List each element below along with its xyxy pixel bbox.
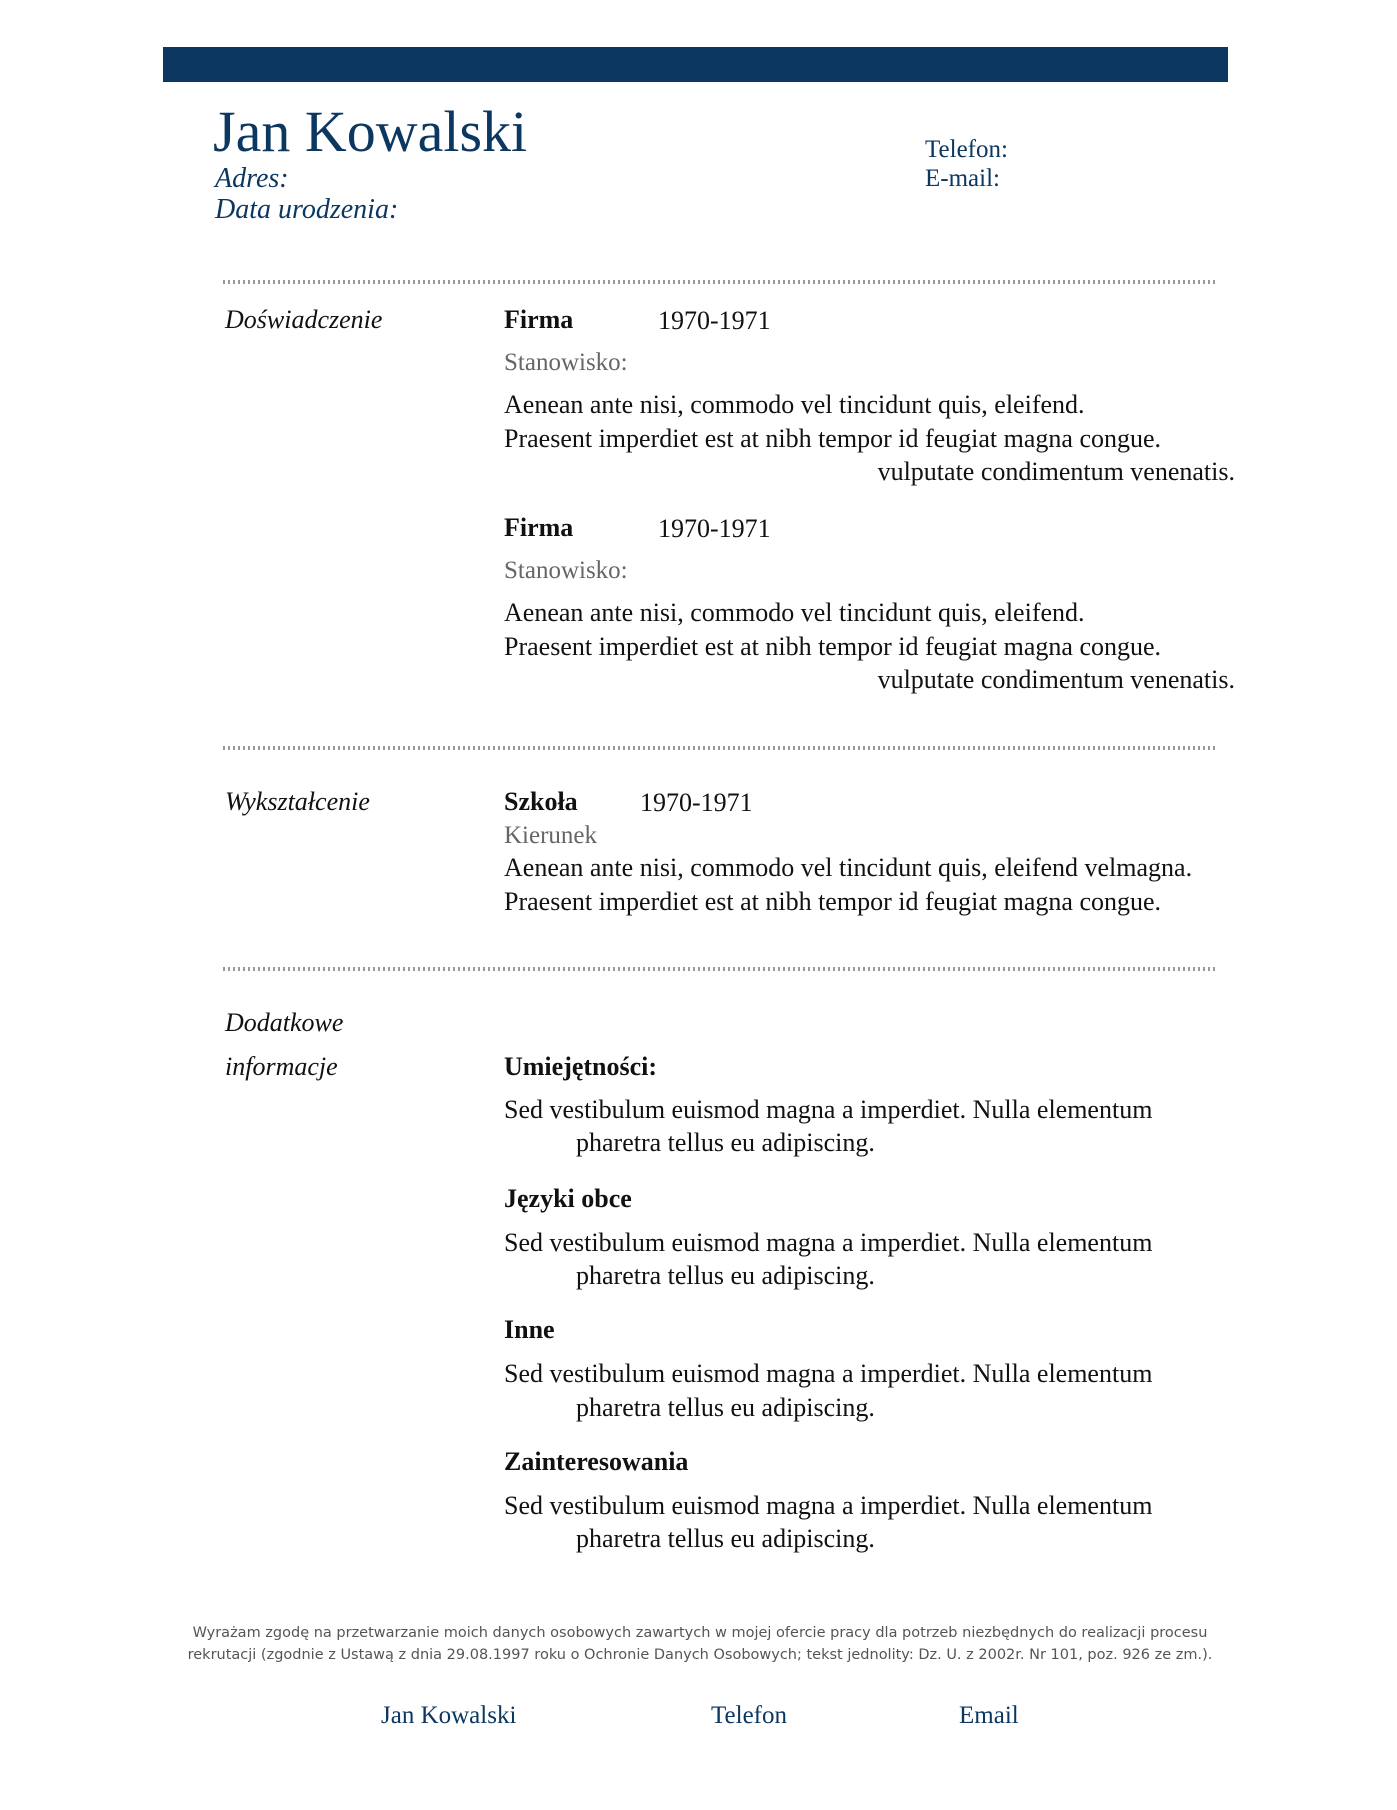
- other-title: Inne: [504, 1315, 555, 1344]
- job-description-line: Aenean ante nisi, commodo vel tincidunt quis, eleifend.: [504, 598, 1085, 627]
- job-description-line: vulputate condimentum venenatis.: [877, 665, 1235, 694]
- job-position: Stanowisko:: [504, 349, 628, 376]
- job-description-line: Praesent imperdiet est at nibh tempor id feugiat magna congue.: [504, 424, 1162, 453]
- address-label: Adres:: [215, 163, 289, 194]
- signature-name: Jan Kowalski: [381, 1702, 517, 1729]
- company-name: Firma: [504, 513, 574, 542]
- email-label: E-mail:: [925, 165, 1000, 192]
- interests-text: pharetra tellus eu adipiscing.: [576, 1524, 875, 1553]
- school-name: Szkoła: [504, 787, 578, 816]
- section-label-additional: Dodatkowe: [225, 1008, 344, 1037]
- job-dates: 1970-1971: [658, 514, 771, 543]
- job-description-line: vulputate condimentum venenatis.: [877, 457, 1235, 486]
- interests-text: Sed vestibulum euismod magna a imperdiet. Nulla elementum: [504, 1491, 1153, 1520]
- divider: [223, 746, 1218, 750]
- languages-text: pharetra tellus eu adipiscing.: [576, 1261, 875, 1290]
- languages-title: Języki obce: [504, 1184, 632, 1213]
- gdpr-consent: [160, 1622, 1240, 1666]
- other-text: Sed vestibulum euismod magna a imperdiet. Nulla elementum: [504, 1359, 1153, 1388]
- school-dates: 1970-1971: [640, 788, 753, 817]
- signature-phone: Telefon: [711, 1702, 787, 1729]
- section-label-additional-2: informacje: [225, 1052, 338, 1081]
- phone-label: Telefon:: [925, 136, 1008, 163]
- skills-title: Umiejętności:: [504, 1052, 658, 1081]
- education-description-line: Aenean ante nisi, commodo vel tincidunt quis, eleifend velmagna.: [504, 853, 1193, 882]
- header-bar: [163, 47, 1228, 82]
- divider: [223, 967, 1218, 971]
- interests-title: Zainteresowania: [504, 1447, 689, 1476]
- education-description-line: Praesent imperdiet est at nibh tempor id feugiat magna congue.: [504, 887, 1162, 916]
- divider: [223, 280, 1218, 284]
- field-of-study: Kierunek: [504, 822, 598, 849]
- job-description-line: Praesent imperdiet est at nibh tempor id feugiat magna congue.: [504, 632, 1162, 661]
- section-label-experience: Doświadczenie: [225, 305, 383, 334]
- consent-line: Wyrażam zgodę na przetwarzanie moich danych osobowych zawartych w mojej ofercie pracy dla potrzeb niezbędnych do realizacji procesu: [192, 1625, 1208, 1641]
- other-text: pharetra tellus eu adipiscing.: [576, 1393, 875, 1422]
- languages-text: Sed vestibulum euismod magna a imperdiet. Nulla elementum: [504, 1228, 1153, 1257]
- job-description-line: Aenean ante nisi, commodo vel tincidunt quis, eleifend.: [504, 390, 1085, 419]
- company-name: Firma: [504, 305, 574, 334]
- full-name: Jan Kowalski: [213, 99, 528, 164]
- skills-text: pharetra tellus eu adipiscing.: [576, 1128, 875, 1157]
- job-dates: 1970-1971: [658, 306, 771, 335]
- consent-line: rekrutacji (zgodnie z Ustawą z dnia 29.08.1997 roku o Ochronie Danych Osobowych; tekst jednolity: Dz. U. z 2002r. Nr 101, poz. 926 ze zm.).: [187, 1647, 1213, 1663]
- birth-date-label: Data urodzenia:: [215, 194, 399, 225]
- skills-text: Sed vestibulum euismod magna a imperdiet. Nulla elementum: [504, 1095, 1153, 1124]
- signature-email: Email: [959, 1702, 1019, 1729]
- section-label-education: Wykształcenie: [225, 787, 370, 816]
- job-position: Stanowisko:: [504, 557, 628, 584]
